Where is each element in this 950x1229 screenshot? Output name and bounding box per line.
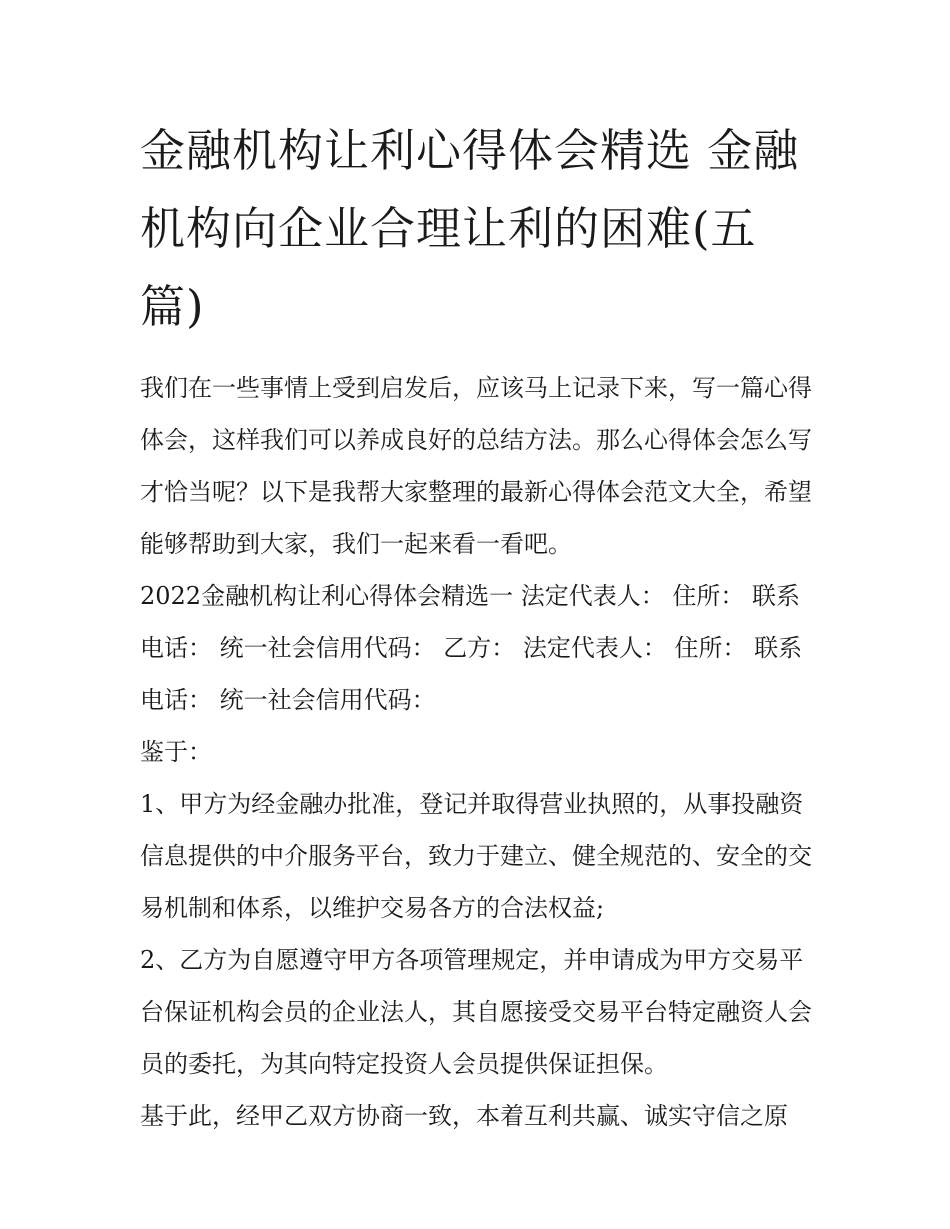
paragraph-clause-2: 2、乙方为自愿遵守甲方各项管理规定，并申请成为甲方交易平台保证机构会员的企业法人，其自愿接受交易平台特定融资人会员的委托，为其向特定投资人会员提供保证担保。	[140, 946, 812, 1078]
paragraph-parties: 2022金融机构让利心得体会精选一 法定代表人： 住所： 联系电话： 统一社会信用代码： 乙方： 法定代表人： 住所： 联系电话： 统一社会信用代码：	[140, 582, 803, 714]
paragraph-whereas: 鉴于：	[140, 738, 212, 766]
document-title: 金融机构让利心得体会精选 金融机构向企业合理让利的困难(五篇)	[140, 124, 800, 333]
paragraph-basis: 基于此，经甲乙双方协商一致，本着互利共赢、诚实守信之原	[140, 1102, 788, 1130]
paragraph-clause-1: 1、甲方为经金融办批准，登记并取得营业执照的，从事投融资信息提供的中介服务平台，致力于建立、健全规范的、安全的交易机制和体系，以维护交易各方的合法权益;	[140, 790, 812, 922]
document-page	[140, 112, 812, 1142]
paragraph-intro: 我们在一些事情上受到启发后，应该马上记录下来，写一篇心得体会，这样我们可以养成良好的总结方法。那么心得体会怎么写才恰当呢？以下是我帮大家整理的最新心得体会范文大全，希望能够帮助到大家，我们一起来看一看吧。	[140, 374, 812, 558]
